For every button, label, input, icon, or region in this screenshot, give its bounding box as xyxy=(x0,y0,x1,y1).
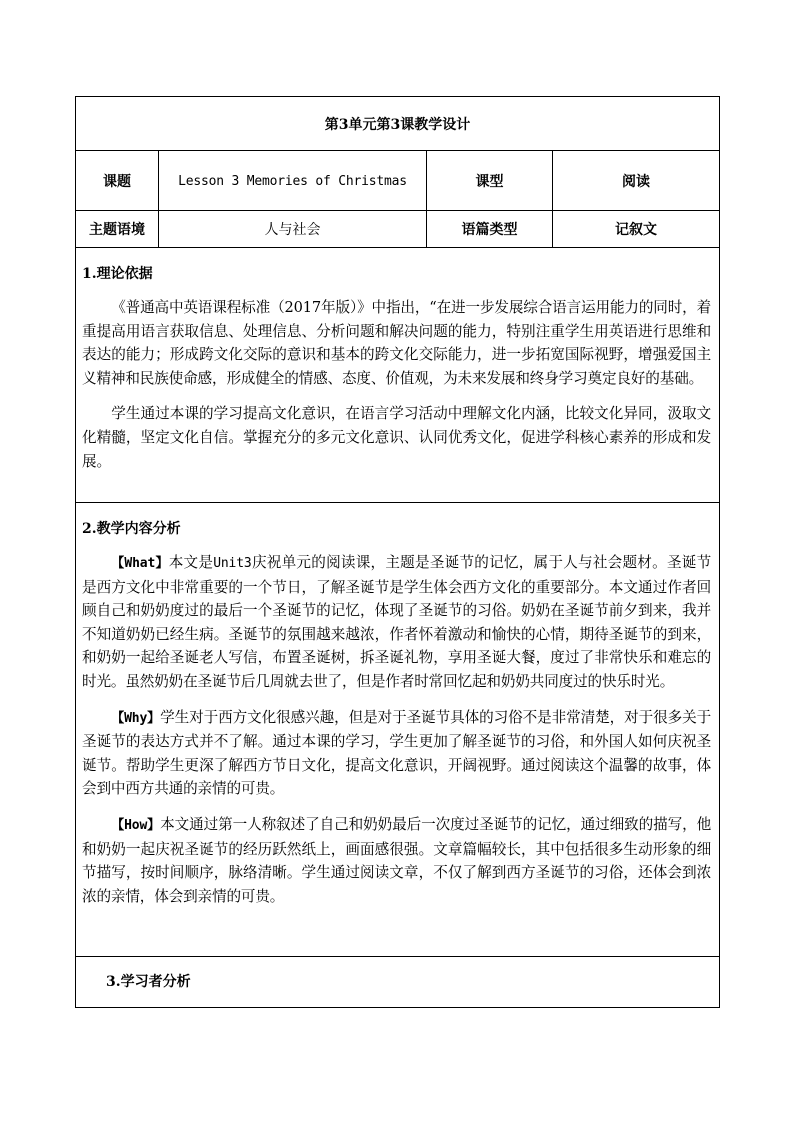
section-learner-analysis xyxy=(76,957,720,1008)
type-label: 课型 xyxy=(427,151,553,211)
why-text: 学生对于西方文化很感兴趣，但是对于圣诞节具体的习俗不是非常清楚，对于很多关于圣诞节的表达方式并不了解。通过本课的学习，学生更加了解圣诞节的习俗，和外国人如何庆祝圣诞节。帮助学生更深了解西方节日文化，提高文化意识，开阔视野。通过阅读这个温馨的故事，体会到中西方共通的亲情的可贵。 xyxy=(82,708,712,798)
topic-value-cell xyxy=(159,151,427,211)
type-value: 阅读 xyxy=(553,151,720,211)
section-theory-heading: 1.理论依据 xyxy=(82,266,153,282)
section-learner-heading: 3.学习者分析 xyxy=(106,974,191,990)
genre-value: 记叙文 xyxy=(553,211,720,248)
what-paragraph xyxy=(82,551,711,694)
section-content-heading: 2.教学内容分析 xyxy=(82,521,181,537)
what-unit: Unit3 xyxy=(213,556,252,571)
genre-label: 语篇类型 xyxy=(427,211,553,248)
document-title: 第3单元第3课教学设计 xyxy=(76,97,720,151)
section-theory xyxy=(76,248,720,503)
what-pre: 本文是 xyxy=(168,554,214,571)
lesson-plan-table xyxy=(75,96,720,1008)
how-text: 本文通过第一人称叙述了自己和奶奶最后一次度过圣诞节的记忆，通过细致的描写，他和奶奶一起庆祝圣诞节的经历跃然纸上，画面感很强。文章篇幅较长，其中包括很多生动形象的细节描写，按时间顺序，脉络清晰。学生通过阅读文章，不仅了解到西方圣诞节的习俗，还体会到浓浓的亲情，体会到亲情的可贵。 xyxy=(82,815,712,905)
theory-paragraph-1: 《普通高中英语课程标准（2017年版）》中指出，“在进一步发展综合语言运用能力的同时，着重提高用语言获取信息、处理信息、分析问题和解决问题的能力，特别注重学生用英语进行思维和表达的能力；形成跨文化交际的意识和基本的跨文化交际能力，进一步拓宽国际视野，增强爱国主义精神和民族使命感，形成健全的情感、态度、价值观，为未来发展和终身学习奠定良好的基础。 xyxy=(82,299,712,387)
topic-label: 课题 xyxy=(76,151,159,211)
what-text: 庆祝单元的阅读课，主题是圣诞节的记忆，属于人与社会题材。圣诞节是西方文化中非常重要的一个节日，了解圣诞节是学生体会西方文化的重要部分。本文通过作者回顾自己和奶奶度过的最后一个圣诞节的记忆，体现了圣诞节的习俗。奶奶在圣诞节前夕到来，我并不知道奶奶已经生病。圣诞节的氛围越来越浓，作者怀着激动和愉快的心情，期待圣诞节的到来，和奶奶一起给圣诞老人写信，布置圣诞树，拆圣诞礼物，享用圣诞大餐，度过了非常快乐和难忘的时光。虽然奶奶在圣诞节后几周就去世了，但是作者时常回忆起和奶奶共同度过的快乐时光。 xyxy=(82,554,712,690)
theory-paragraph-2: 学生通过本课的学习提高文化意识，在语言学习活动中理解文化内涵，比较文化异同，汲取文化精髓，坚定文化自信。掌握充分的多元文化意识、认同优秀文化，促进学科核心素养的形成和发展。 xyxy=(82,405,712,470)
why-paragraph xyxy=(82,706,711,801)
how-tag: 【How】 xyxy=(111,817,161,833)
context-label: 主题语境 xyxy=(76,211,159,248)
context-value: 人与社会 xyxy=(159,211,427,248)
why-tag: 【Why】 xyxy=(111,710,161,726)
what-tag: 【What】 xyxy=(111,556,169,571)
how-paragraph xyxy=(82,813,711,908)
section-content-analysis xyxy=(76,503,720,957)
topic-value: Lesson 3 Memories of Christmas xyxy=(178,173,407,189)
